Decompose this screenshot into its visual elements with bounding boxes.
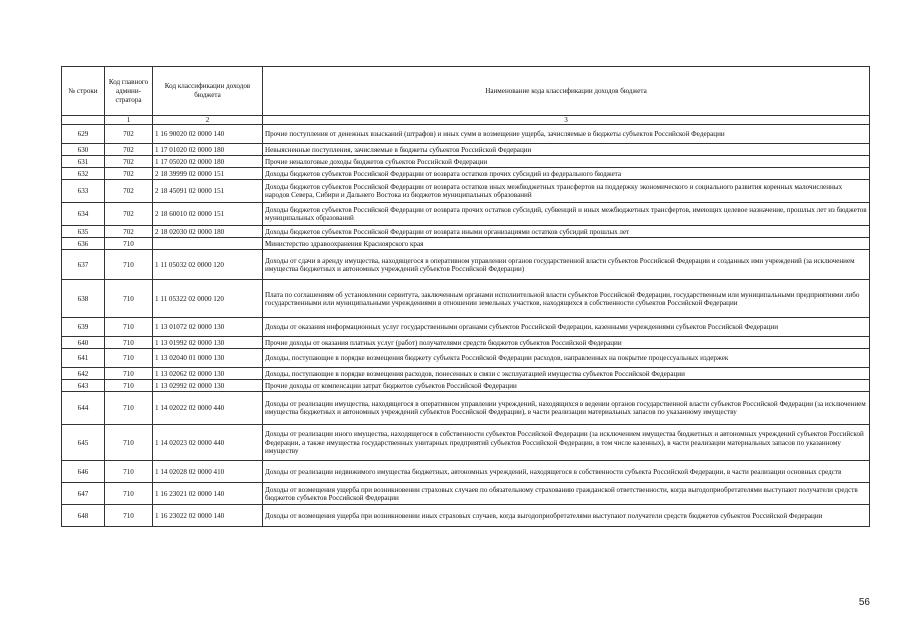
row-number-cell: 648	[62, 505, 105, 527]
code-name-cell: Доходы от реализации недвижимого имущества бюджетных, автономных учреждений, находящегося в собственности субъекта Российской Федерации, в части реализации основных средств	[263, 461, 870, 483]
classification-code-cell: 2 18 02030 02 0000 180	[153, 226, 263, 238]
row-number-cell: 637	[62, 250, 105, 280]
classification-code-cell: 1 11 05322 02 0000 120	[153, 280, 263, 318]
admin-code-cell: 702	[105, 168, 153, 180]
table-row	[62, 238, 870, 250]
code-name-cell: Доходы бюджетов субъектов Российской Федерации от возврата остатков иных межбюджетных трансфертов на поддержку экономического и социального развития коренных малочисленных народов Севера, Сибири и Дальнего Востока из бюджетов муниципальных образований	[263, 180, 870, 203]
classification-code-cell: 1 14 02023 02 0000 440	[153, 425, 263, 461]
code-name-cell: Прочие неналоговые доходы бюджетов субъектов Российской Федерации	[263, 156, 870, 168]
code-name-cell: Доходы бюджетов субъектов Российской Федерации от возврата остатков прочих субсидий из федерального бюджета	[263, 168, 870, 180]
header-code-name: Наименование кода классификации доходов бюджета	[263, 67, 870, 116]
row-number-cell: 629	[62, 125, 105, 144]
code-name-cell: Доходы бюджетов субъектов Российской Федерации от возврата прочих остатков субсидий, субвенций и иных межбюджетных трансфертов, имеющих целевое назначение, прошлых лет из бюджетов муниципальных образований	[263, 203, 870, 226]
code-name-cell: Доходы от реализации иного имущества, находящегося в собственности субъектов Российской Федерации (за исключением имущества бюджетных и автономных учреждений субъектов Российской Федерации, а также имущества государственных унитарных предприятий субъектов Российской Федерации, в том числе казенных), в части реализации материальных запасов по указанному имуществу	[263, 425, 870, 461]
table-row	[62, 250, 870, 280]
table-row	[62, 125, 870, 144]
code-name-cell: Доходы, поступающие в порядке возмещения расходов, понесенных в связи с эксплуатацией имущества субъектов Российской Федерации	[263, 368, 870, 380]
row-number-cell: 645	[62, 425, 105, 461]
code-name-cell: Прочие доходы от компенсации затрат бюджетов субъектов Российской Федерации	[263, 380, 870, 392]
table-row	[62, 380, 870, 392]
admin-code-cell: 710	[105, 318, 153, 337]
document-sheet	[61, 66, 869, 527]
classification-code-cell: 1 13 02992 02 0000 130	[153, 380, 263, 392]
classification-code-cell: 1 11 05032 02 0000 120	[153, 250, 263, 280]
row-number-cell: 646	[62, 461, 105, 483]
classification-code-cell: 1 17 01020 02 0000 180	[153, 144, 263, 156]
classification-code-cell: 1 14 02022 02 0000 440	[153, 392, 263, 425]
row-number-cell: 642	[62, 368, 105, 380]
revenue-classification-table	[61, 66, 870, 527]
code-name-cell: Доходы от сдачи в аренду имущества, находящегося в оперативном управлении органов государственной власти субъектов Российской Федерации и созданных ими учреждений (за исключением имущества бюджетных и автономных учреждений субъектов Российской Федерации)	[263, 250, 870, 280]
classification-code-cell: 1 16 90020 02 0000 140	[153, 125, 263, 144]
table-row	[62, 180, 870, 203]
table-row	[62, 337, 870, 349]
table-row	[62, 392, 870, 425]
admin-code-cell: 702	[105, 226, 153, 238]
admin-code-cell: 710	[105, 392, 153, 425]
row-number-cell: 644	[62, 392, 105, 425]
admin-code-cell: 710	[105, 337, 153, 349]
classification-code-cell: 1 13 02062 02 0000 130	[153, 368, 263, 380]
admin-code-cell: 702	[105, 144, 153, 156]
column-number	[62, 116, 105, 125]
column-number: 1	[105, 116, 153, 125]
row-number-cell: 631	[62, 156, 105, 168]
row-number-cell: 639	[62, 318, 105, 337]
admin-code-cell: 710	[105, 483, 153, 505]
table-row	[62, 144, 870, 156]
admin-code-cell: 702	[105, 203, 153, 226]
row-number-cell: 635	[62, 226, 105, 238]
admin-code-cell: 702	[105, 156, 153, 168]
code-name-cell: Прочие поступления от денежных взысканий (штрафов) и иных сумм в возмещение ущерба, зачисляемые в бюджеты субъектов Российской Федерации	[263, 125, 870, 144]
row-number-cell: 633	[62, 180, 105, 203]
row-number-cell: 632	[62, 168, 105, 180]
admin-code-cell: 710	[105, 368, 153, 380]
code-name-cell: Прочие доходы от оказания платных услуг (работ) получателями средств бюджетов субъектов Российской Федерации	[263, 337, 870, 349]
table-row	[62, 318, 870, 337]
row-number-cell: 638	[62, 280, 105, 318]
table-row	[62, 483, 870, 505]
admin-code-cell: 710	[105, 349, 153, 368]
row-number-cell: 636	[62, 238, 105, 250]
classification-code-cell: 1 16 23021 02 0000 140	[153, 483, 263, 505]
row-number-cell: 643	[62, 380, 105, 392]
code-name-cell: Доходы от возмещения ущерба при возникновении иных страховых случаев, когда выгодоприобретателями выступают получатели средств бюджетов субъектов Российской Федерации	[263, 505, 870, 527]
table-row	[62, 156, 870, 168]
row-number-cell: 641	[62, 349, 105, 368]
table-row	[62, 505, 870, 527]
header-classification-code: Код классификации доходов бюджета	[153, 67, 263, 116]
code-name-cell: Министерство здравоохранения Красноярского края	[263, 238, 870, 250]
classification-code-cell: 1 14 02028 02 0000 410	[153, 461, 263, 483]
classification-code-cell: 1 16 23022 02 0000 140	[153, 505, 263, 527]
classification-code-cell	[153, 238, 263, 250]
column-number: 2	[153, 116, 263, 125]
table-row	[62, 461, 870, 483]
table-body	[62, 125, 870, 527]
header-row-number: № строки	[62, 67, 105, 116]
table-row	[62, 203, 870, 226]
classification-code-cell: 2 18 45091 02 0000 151	[153, 180, 263, 203]
table-row	[62, 368, 870, 380]
row-number-cell: 630	[62, 144, 105, 156]
header-admin-code: Код главного админи-стратора	[105, 67, 153, 116]
column-number-row	[62, 116, 870, 125]
classification-code-cell: 1 13 01072 02 0000 130	[153, 318, 263, 337]
row-number-cell: 640	[62, 337, 105, 349]
table-row	[62, 349, 870, 368]
table-row	[62, 425, 870, 461]
code-name-cell: Плата по соглашениям об установлении сервитута, заключенным органами исполнительной власти субъектов Российской Федерации, государственным или муниципальными предприятиями либо государственными или муниципальными учреждениями в отношении земельных участков, находящихся в собственности субъектов Российской Федерации	[263, 280, 870, 318]
admin-code-cell: 710	[105, 505, 153, 527]
admin-code-cell: 702	[105, 180, 153, 203]
code-name-cell: Доходы от возмещения ущерба при возникновении страховых случаев по обязательному страхованию гражданской ответственности, когда выгодоприобретателями выступают получатели средств бюджетов субъектов Российской Федерации	[263, 483, 870, 505]
classification-code-cell: 1 17 05020 02 0000 180	[153, 156, 263, 168]
column-number: 3	[263, 116, 870, 125]
admin-code-cell: 710	[105, 380, 153, 392]
row-number-cell: 647	[62, 483, 105, 505]
classification-code-cell: 2 18 39999 02 0000 151	[153, 168, 263, 180]
code-name-cell: Доходы, поступающие в порядке возмещения бюджету субъекта Российской Федерации расходов, направленных на покрытие процессуальных издержек	[263, 349, 870, 368]
admin-code-cell: 710	[105, 238, 153, 250]
page-number: 56	[858, 597, 870, 608]
code-name-cell: Невыясненные поступления, зачисляемые в бюджеты субъектов Российской Федерации	[263, 144, 870, 156]
admin-code-cell: 710	[105, 461, 153, 483]
table-header-row	[62, 67, 870, 116]
classification-code-cell: 1 13 02040 01 0000 130	[153, 349, 263, 368]
row-number-cell: 634	[62, 203, 105, 226]
table-row	[62, 226, 870, 238]
admin-code-cell: 710	[105, 280, 153, 318]
admin-code-cell: 710	[105, 425, 153, 461]
table-row	[62, 280, 870, 318]
table-row	[62, 168, 870, 180]
classification-code-cell: 2 18 60010 02 0000 151	[153, 203, 263, 226]
classification-code-cell: 1 13 01992 02 0000 130	[153, 337, 263, 349]
code-name-cell: Доходы от реализации имущества, находящегося в оперативном управлении учреждений, находящихся в ведении органов государственной власти субъектов Российской Федерации (за исключением имущества бюджетных и автономных учреждений субъектов Российской Федерации), в части реализации материальных запасов по указанному имуществу	[263, 392, 870, 425]
code-name-cell: Доходы бюджетов субъектов Российской Федерации от возврата иными организациями остатков субсидий прошлых лет	[263, 226, 870, 238]
code-name-cell: Доходы от оказания информационных услуг государственными органами субъектов Российской Федерации, казенными учреждениями субъектов Российской Федерации	[263, 318, 870, 337]
admin-code-cell: 702	[105, 125, 153, 144]
admin-code-cell: 710	[105, 250, 153, 280]
